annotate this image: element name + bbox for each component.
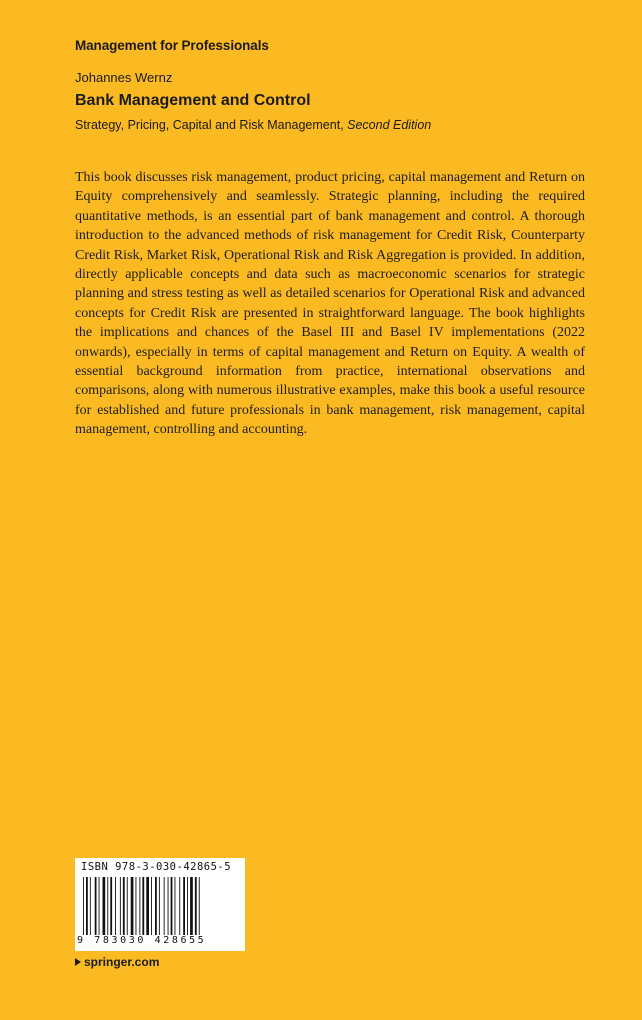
book-title: Bank Management and Control [75,92,311,109]
barcode-bar [195,877,197,935]
barcode-bar [115,877,116,935]
barcode-bar [187,877,188,935]
barcode-bar [179,877,180,935]
barcode-bar [107,877,108,935]
barcode-bar [164,877,165,935]
barcode-bar [120,877,121,935]
barcode-bar [146,877,149,935]
barcode-bar [136,877,137,935]
subtitle-text: Strategy, Pricing, Capital and Risk Management, [75,118,344,132]
publisher-link[interactable] [75,955,159,969]
barcode-bar [103,877,106,935]
barcode-bar [127,877,128,935]
barcode-digits: 9 783030 428655 [77,935,207,946]
barcode-bar [99,877,100,935]
barcode-bar [159,877,160,935]
barcode-bar [142,877,144,935]
barcode-bar [110,877,112,935]
barcode-bar [168,877,169,935]
edition-text: Second Edition [347,118,432,132]
barcode-bar [199,877,200,935]
barcode-bar [123,877,125,935]
barcode-bar [155,877,157,935]
isbn-label: ISBN 978-3-030-42865-5 [81,861,232,873]
barcode-bar [139,877,140,935]
barcode-bar [90,877,91,935]
barcode-bar [131,877,134,935]
barcode-bar [151,877,152,935]
series-name: Management for Professionals [75,38,269,53]
barcode-bar [171,877,173,935]
author-name: Johannes Wernz [75,70,173,85]
book-subtitle [75,118,431,132]
book-description: This book discusses risk management, product pricing, capital management and Return on Equity comprehensively and seamlessly. Strategic planning, including the required quantitative methods, is an essential part of bank management and control. A thorough introduction to the advanced methods of risk management for Credit Risk, Counterparty Credit Risk, Market Risk, Operational Risk and Risk Aggregation is provided. In addition, directly applicable concepts and data such as macroeconomic scenarios for strategic planning and stress testing as well as detailed scenarios for Operational Risk and advanced concepts for Credit Risk are presented in straightforward language. The book highlights the implications and chances of the Basel III and Basel IV implementations (2022 onwards), especially in terms of capital management and Return on Equity. A wealth of essential background information from practice, international observations and comparisons, along with numerous illustrative examples, make this book a useful resource for established and future professionals in bank management, risk management, capital management, controlling and accounting. [75,170,585,438]
barcode-bar [86,877,88,935]
publisher-link-text: springer.com [84,955,160,969]
arrow-right-icon [75,958,81,966]
barcode-bar [190,877,193,935]
barcode-bar [95,877,97,935]
barcode-bars [81,877,239,935]
barcode-bar [175,877,176,935]
barcode-box [75,858,245,951]
barcode-bar [183,877,185,935]
barcode-bar [83,877,84,935]
